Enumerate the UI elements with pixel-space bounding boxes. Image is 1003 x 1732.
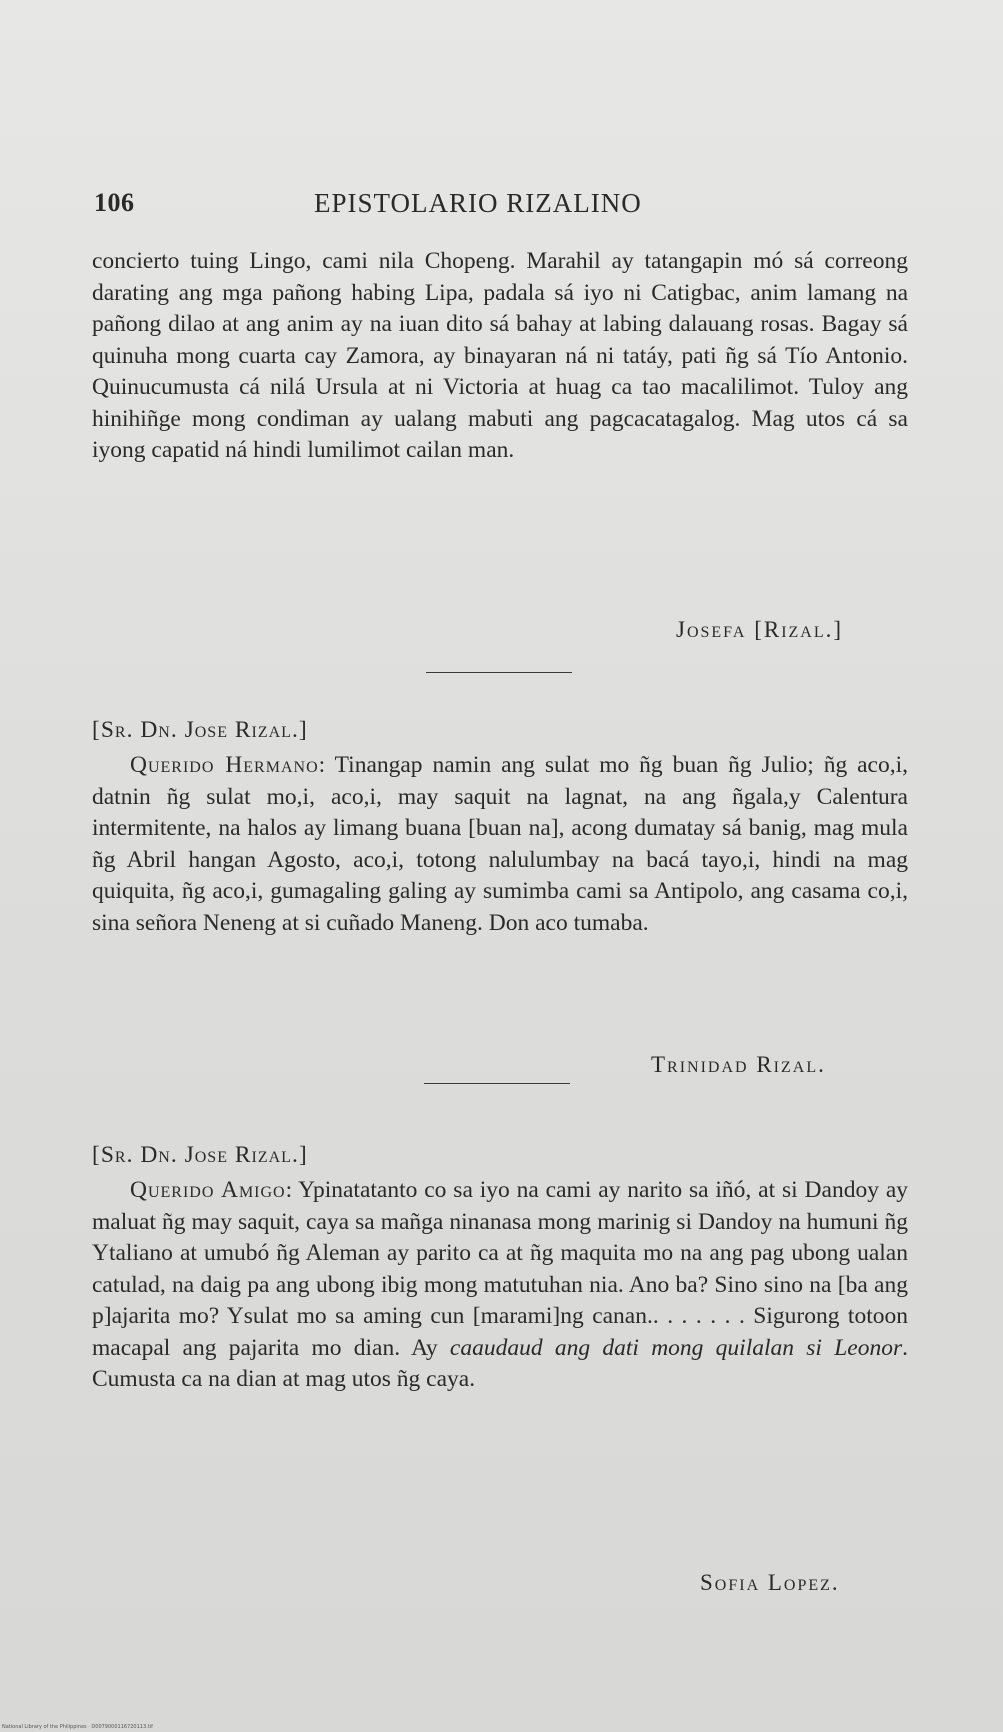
letter-3-salutation: Querido Amigo xyxy=(130,1177,286,1203)
letter-2-addressee xyxy=(92,715,908,747)
letter-1-body: concierto tuing Lingo, cami nila Chopeng. Marahil ay tatangapin mó sá correong darating ang mga pañong habing Lipa, padala sá iyo ni Catigbac, anim lamang na pañong dilao at ang anim ay na iuan dito sá bahay at labing dalauang rosas. Bagay sá quinuha mong cuarta cay Zamora, ay binayaran ná ni tatáy, pati ñg sá Tío Antonio. Quinucumusta cá nilá Ursula at ni Victoria at huag ca tao macalilimot. Tuloy ang hinihiñge mong condiman ay ualang mabuti ang pagcacatagalog. Mag utos cá sa iyong capatid ná hindi lumilimot cailan man. xyxy=(92,248,908,463)
letter-3-addressee xyxy=(92,1140,908,1172)
letter-3-signature: Sofia Lopez. xyxy=(700,1570,840,1595)
letter-3-italic-phrase: caaudaud ang dati mong quilalan si Leonor xyxy=(449,1334,903,1361)
letter-2-body: : Tinangap namin ang sulat mo ñg buan ñg Julio; ñg aco,i, datnin ñg sulat mo,i, aco,i, may saquit na lagnat, na ang ñgala,y Calentura intermitente, na halos ay limang buana [buan na], acong dumatay sá banig, mag mula ñg Abril hangan Agosto, aco,i, totong nalulumbay na bacá tayo,i, hindi na mag quiquita, ñg aco,i, gumagaling galing ay sumimba cami sa Antipolo, ang casama co,i, sina señora Neneng at si cuñado Maneng. Don aco tumaba. xyxy=(92,752,908,936)
letter-2-addressee-text: [Sr. Dn. Jose Rizal.] xyxy=(92,717,308,743)
running-title: EPISTOLARIO RIZALINO xyxy=(314,188,642,218)
section-divider xyxy=(426,672,572,673)
letter-1-signature: Josefa [Rizal.] xyxy=(676,617,844,642)
letter-3-body-part1: : Ypinatatanto co sa iyo na cami ay narito sa iñó, at si Dandoy ay maluat ñg may saquit, caya sa mañga ninanasa mong marinig si Dandoy na humuni ñg Ytaliano at umubó ñg Aleman ay parito ca at ñg maquita mo na ang pag ubong ualan catulad, na daig pa ang ubong ibig mong matutuhan nia. Ano ba? Sino sino na [ba ang p]ajarita mo? Ysulat mo sa aming cun [marami]ng canan.. . . . . . . Sigurong totoon macapal ang pajarita mo dian. Ay xyxy=(92,1177,909,1361)
letter-3-addressee-text: [Sr. Dn. Jose Rizal.] xyxy=(92,1142,308,1168)
letter-2-signature: Trinidad Rizal. xyxy=(651,1052,826,1077)
section-divider xyxy=(424,1083,570,1084)
letter-3-body-part2: . Cumusta ca na dian at mag utos ñg caya. xyxy=(92,1334,908,1392)
letter-3-body-paragraph xyxy=(92,1175,908,1396)
scan-credit: National Library of the Philippines · D0079000116720113.tif xyxy=(2,1724,153,1730)
letter-2-body-paragraph xyxy=(92,750,908,939)
page-number: 106 xyxy=(94,188,135,217)
page-header xyxy=(94,188,924,228)
letter-2-salutation: Querido Hermano xyxy=(130,752,319,778)
